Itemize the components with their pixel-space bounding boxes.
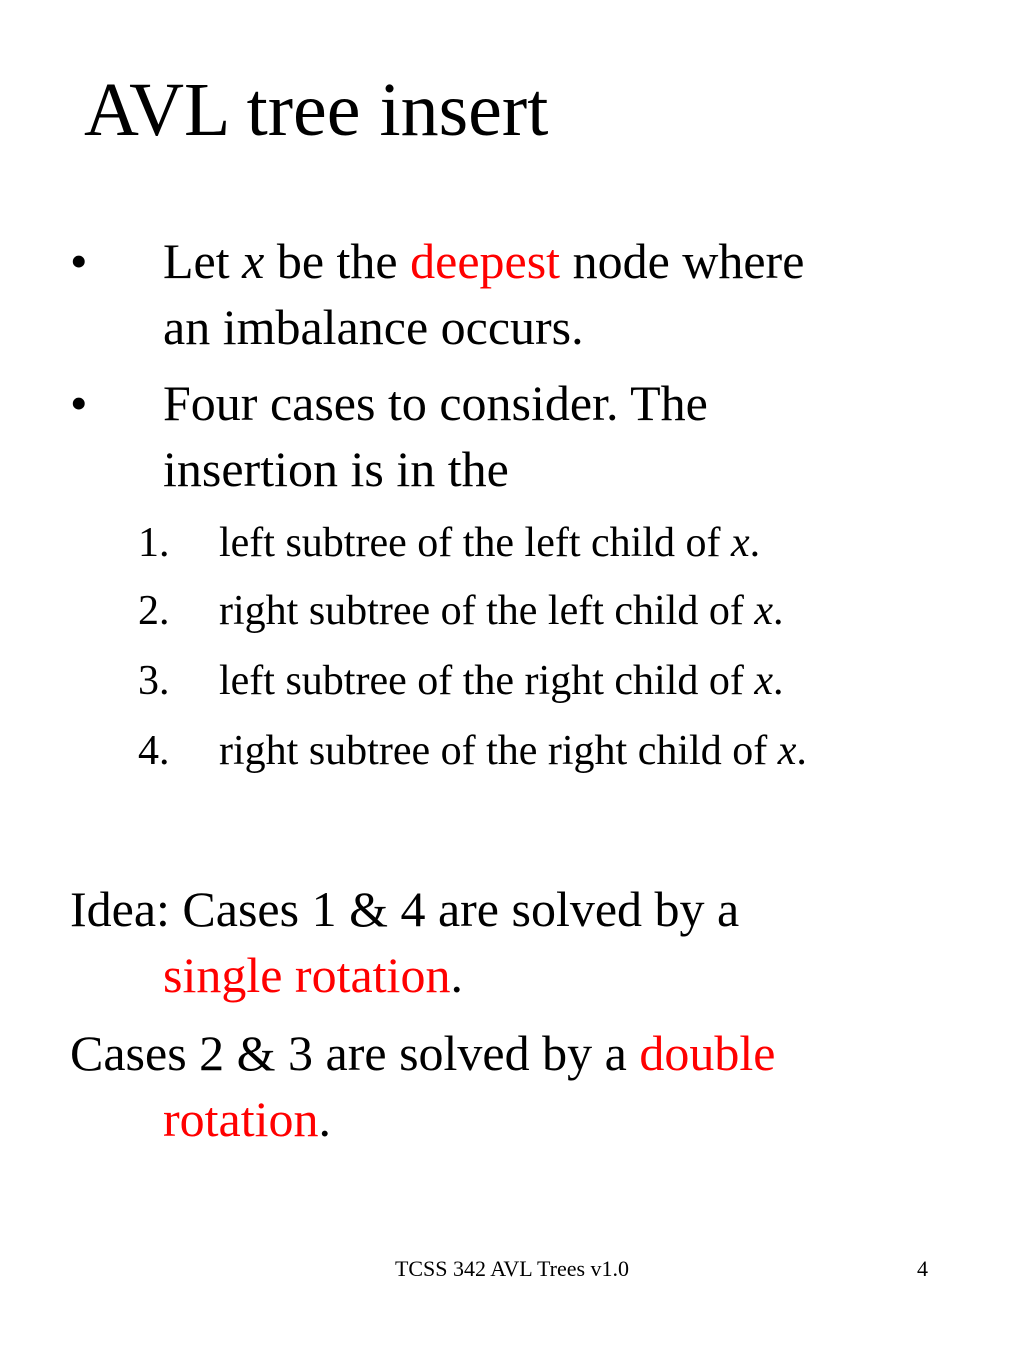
slide-title: AVL tree insert — [84, 68, 549, 152]
variable-x: x — [242, 233, 265, 289]
idea-text: Idea: Cases 1 & 4 are solved by a — [70, 881, 740, 937]
footer-page-number: 4 — [917, 1256, 928, 1281]
case-text-body: right subtree of the left child of — [219, 588, 755, 634]
case-text — [219, 656, 784, 706]
case-text — [219, 586, 784, 636]
case-text-body: left subtree of the right child of — [219, 658, 755, 704]
bullet-text — [163, 370, 983, 502]
highlight-deepest: deepest — [410, 233, 561, 289]
bullet-text — [163, 228, 983, 360]
bullet-marker: • — [70, 233, 88, 289]
case-text — [219, 726, 807, 776]
bullet-text-part: node where — [560, 233, 805, 289]
highlight-double: double — [639, 1025, 776, 1081]
bullet-text-part: be the — [264, 233, 411, 289]
variable-x: x — [777, 728, 797, 774]
case-number: 2. — [138, 588, 170, 634]
case-text-end: . — [773, 658, 784, 704]
bullet-text-line2: an imbalance occurs. — [163, 299, 584, 355]
case-number: 4. — [138, 728, 170, 774]
bullet-marker: • — [70, 375, 88, 431]
bullet-text-line2: insertion is in the — [163, 441, 509, 497]
case-number: 3. — [138, 658, 170, 704]
case-text-body: left subtree of the left child of — [219, 520, 731, 566]
double-text: Cases 2 & 3 are solved by a — [70, 1025, 640, 1081]
double-end: . — [318, 1091, 332, 1147]
case-text-end: . — [749, 520, 761, 566]
variable-x: x — [730, 520, 750, 566]
case-text-end: . — [773, 588, 784, 634]
double-line2 — [70, 1086, 970, 1152]
bullet-text-part: Let — [163, 233, 243, 289]
case-number: 1. — [138, 520, 170, 566]
double-paragraph — [70, 1020, 970, 1152]
case-text-body: right subtree of the right child of — [219, 728, 778, 774]
idea-end: . — [450, 947, 463, 1003]
variable-x: x — [754, 588, 773, 634]
variable-x: x — [754, 658, 773, 704]
footer-course: TCSS 342 AVL Trees v1.0 — [394, 1256, 630, 1281]
idea-line2 — [70, 942, 970, 1008]
idea-paragraph — [70, 876, 970, 1008]
case-text-end: . — [796, 728, 807, 774]
bullet-text-line1: Four cases to consider. The — [163, 375, 708, 431]
case-text — [219, 518, 760, 568]
highlight-single-rotation: single rotation — [163, 947, 451, 1003]
highlight-rotation: rotation — [163, 1091, 319, 1147]
